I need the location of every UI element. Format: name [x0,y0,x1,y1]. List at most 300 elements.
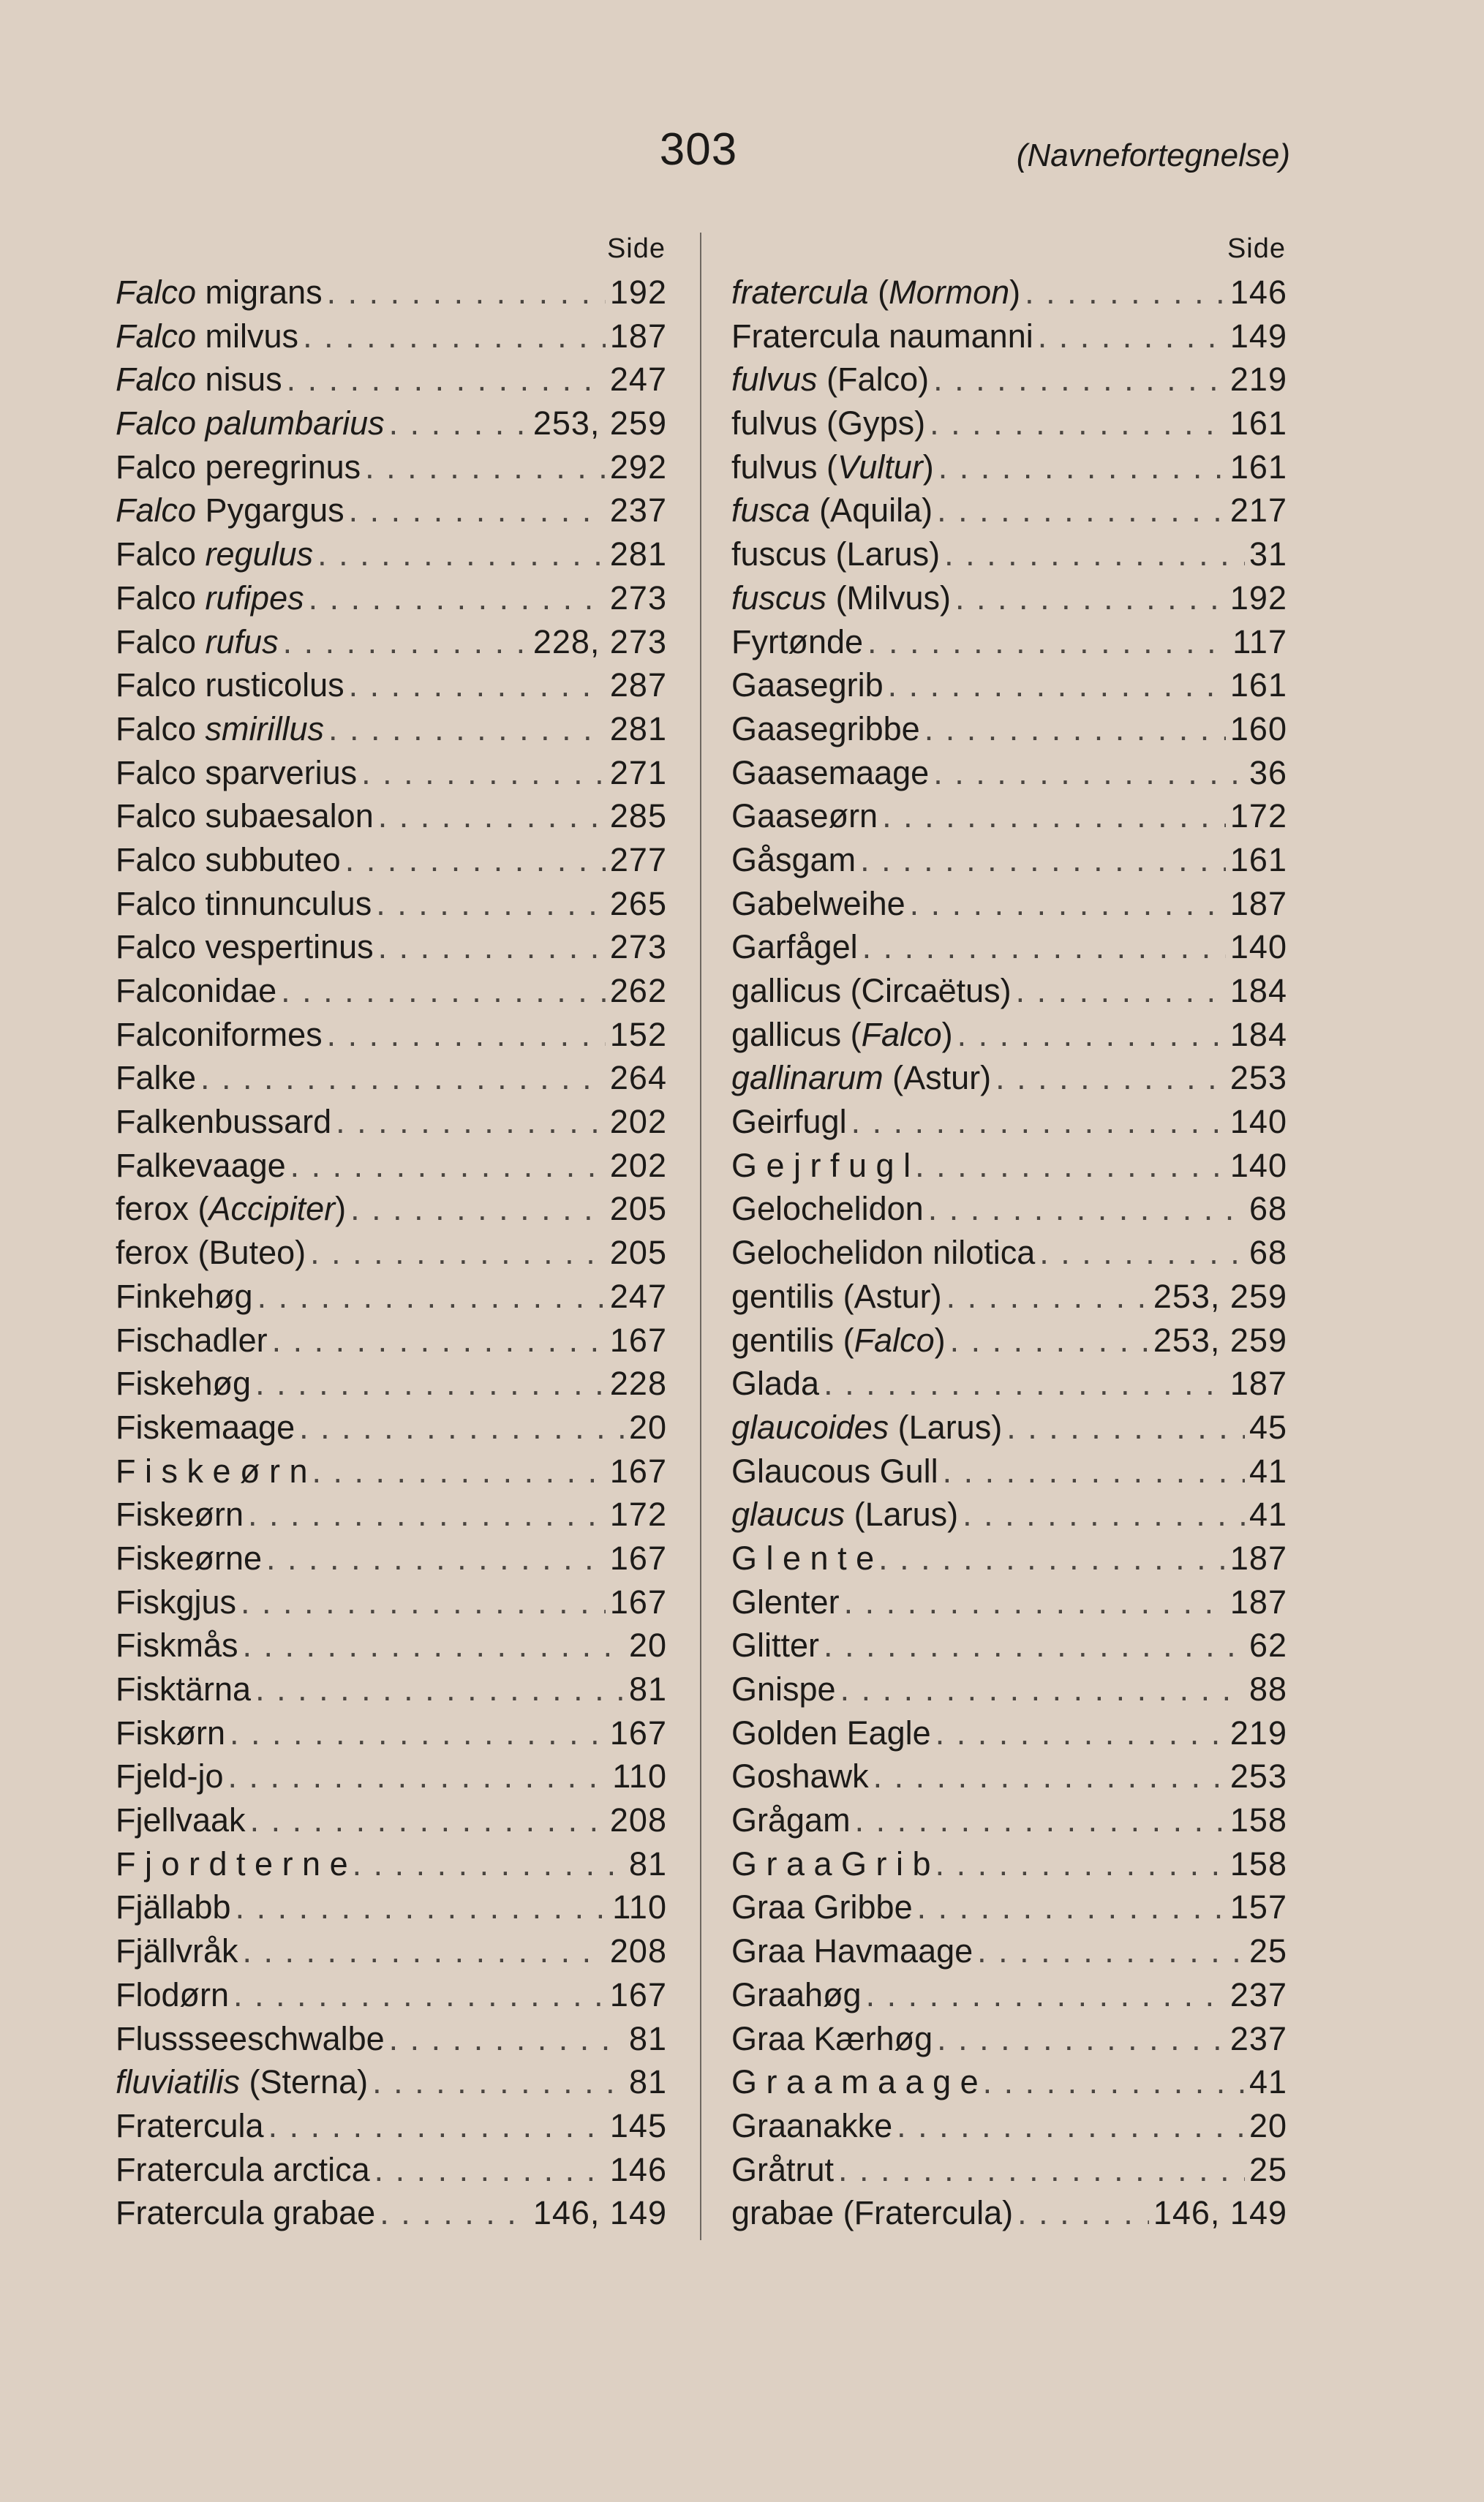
entry-page-ref: 146, 149 [1153,2194,1287,2232]
entry-page-ref: 20 [628,1627,667,1665]
index-entry [116,794,667,838]
column-heading: Side [606,233,666,264]
entry-page-ref: 265 [609,884,667,922]
dot-leader [943,1450,1245,1493]
index-entry [731,1013,1287,1057]
entry-name: Falco Pygargus [116,491,344,530]
index-entry [731,620,1287,664]
entry-page-ref: 157 [1229,1888,1287,1926]
entry-name: fuscus (Larus) [731,535,941,573]
index-entry [116,838,667,882]
dot-leader [930,402,1226,445]
dot-leader [882,794,1226,838]
entry-page-ref: 167 [609,1321,667,1359]
dot-leader [851,1100,1226,1144]
entry-name: Fjellvaak [116,1801,246,1839]
dot-leader [824,1362,1226,1406]
entry-name: Graa Kærhøg [731,2019,933,2057]
index-entry [731,663,1287,707]
entry-page-ref: 140 [1229,928,1287,966]
index-entry [116,1144,667,1188]
dot-leader [937,2017,1226,2061]
dot-leader [924,707,1226,751]
entry-page-ref: 145 [609,2106,667,2144]
index-entry [116,1013,667,1057]
index-entry [116,925,667,969]
entry-page-ref: 161 [1229,840,1287,878]
entry-name: Gaasemaage [731,753,930,791]
entry-page-ref: 149 [1229,317,1287,355]
entry-page-ref: 184 [1229,1015,1287,1053]
entry-page-ref: 208 [609,1801,667,1839]
entry-page-ref: 81 [628,2063,667,2101]
entry-page-ref: 187 [1229,884,1287,922]
entry-name: grabae (Fratercula) [731,2194,1014,2232]
dot-leader [228,1755,609,1798]
dot-leader [365,445,606,489]
entry-name: Glaucous Gull [731,1452,938,1490]
dot-leader [345,838,606,882]
entry-name: Falco palumbarius [116,404,385,442]
entry-page-ref: 172 [1229,797,1287,835]
entry-name: Fiskeørne [116,1539,263,1577]
index-entry [731,1798,1287,1842]
dot-leader [299,1406,625,1450]
entry-page-ref: 161 [1229,448,1287,486]
entry-page-ref: 237 [609,491,667,530]
dot-leader [349,489,606,532]
entry-page-ref: 219 [1229,1714,1287,1752]
entry-page-ref: 110 [612,1757,667,1796]
column-divider [700,233,701,2240]
index-entry [731,1362,1287,1406]
entry-name: Falco rufipes [116,579,304,617]
dot-leader [328,707,606,751]
index-entry [116,1187,667,1231]
entry-name: Falkevaage [116,1146,286,1184]
entry-name: ferox (Accipiter) [116,1190,347,1228]
entry-name: Falco nisus [116,361,282,399]
entry-name: Fyrtønde [731,622,864,660]
entry-page-ref: 20 [1248,2106,1287,2144]
dot-leader [840,1668,1245,1711]
index-entry [731,1275,1287,1319]
entry-name: fusca (Aquila) [731,491,933,530]
index-entry [116,445,667,489]
entry-name: Fiskmås [116,1627,238,1665]
index-entry [731,1144,1287,1188]
index-entry [116,314,667,358]
entry-page-ref: 25 [1248,2150,1287,2188]
index-entry [116,1842,667,1886]
entry-name: Falco tinnunculus [116,884,372,922]
dot-leader [983,2060,1245,2104]
entry-page-ref: 152 [609,1015,667,1053]
dot-leader [977,1929,1245,1973]
entry-page-ref: 205 [609,1234,667,1272]
page-header [0,117,1484,183]
index-list [731,271,1287,2235]
entry-page-ref: 140 [1229,1146,1287,1184]
entry-page-ref: 187 [1229,1539,1287,1577]
index-entry [731,489,1287,532]
entry-page-ref: 253, 259 [1153,1321,1287,1359]
entry-name: glaucoides (Larus) [731,1408,1003,1446]
entry-name: Fiskehøg [116,1365,252,1403]
index-entry [116,969,667,1013]
entry-name: Falke [116,1059,197,1097]
entry-name: Falco sparverius [116,753,358,791]
entry-name: gallinarum (Astur) [731,1059,992,1097]
entry-name: Glitter [731,1627,820,1665]
entry-name: Falco subbuteo [116,840,341,878]
dot-leader [933,751,1245,795]
dot-leader [944,532,1245,576]
entry-page-ref: 237 [1229,2019,1287,2057]
entry-page-ref: 187 [609,317,667,355]
dot-leader [917,1885,1226,1929]
dot-leader [862,925,1226,969]
entry-page-ref: 192 [1229,579,1287,617]
entry-page-ref: 146 [609,2150,667,2188]
dot-leader [995,1056,1226,1100]
index-entry [116,576,667,620]
entry-name: Geirfugl [731,1103,847,1141]
entry-page-ref: 41 [1248,1452,1287,1490]
entry-page-ref: 110 [612,1888,667,1926]
entry-name: Falco vespertinus [116,928,374,966]
index-entry [731,1711,1287,1755]
dot-leader [336,1100,606,1144]
dot-leader [935,1711,1226,1755]
dot-leader [312,1450,606,1493]
index-entry [731,1580,1287,1624]
dot-leader [937,489,1226,532]
index-entry [116,1319,667,1363]
dot-leader [243,1624,625,1668]
index-entry [731,1885,1287,1929]
entry-name: fulvus (Gyps) [731,404,926,442]
index-entry [731,882,1287,926]
entry-page-ref: 219 [1229,361,1287,399]
entry-page-ref: 25 [1248,1932,1287,1970]
entry-page-ref: 253 [1229,1059,1287,1097]
dot-leader [938,445,1226,489]
entry-name: Graa Havmaage [731,1932,973,1970]
index-entry [116,620,667,664]
dot-leader [255,1668,625,1711]
entry-name: Fjällabb [116,1888,231,1926]
dot-leader [1038,314,1226,358]
dot-leader [376,882,606,926]
entry-page-ref: 62 [1248,1627,1287,1665]
entry-name: Gåsgam [731,840,856,878]
entry-name: Gaaseørn [731,797,878,835]
dot-leader [866,1973,1226,2017]
dot-leader [283,620,529,664]
dot-leader [873,1755,1226,1798]
entry-name: F i s k e ø r n [116,1452,308,1490]
dot-leader [243,1929,606,1973]
entry-page-ref: 167 [609,1539,667,1577]
dot-leader [380,2191,529,2235]
entry-name: Glada [731,1365,820,1403]
index-entry [116,2148,667,2192]
entry-name: Falco subaesalon [116,797,374,835]
index-entry [731,445,1287,489]
dot-leader [327,271,606,314]
index-entry [731,2060,1287,2104]
index-entry [116,271,667,314]
dot-leader [955,576,1226,620]
index-entry [731,925,1287,969]
index-entry [116,882,667,926]
dot-leader [200,1056,606,1100]
entry-name: Fratercula [116,2106,264,2144]
index-entry [116,1668,667,1711]
dot-leader [268,2104,606,2148]
dot-leader [1039,1231,1245,1275]
dot-leader [838,2148,1245,2192]
index-entry [731,1450,1287,1493]
index-column-right [731,227,1287,2235]
index-entry [116,751,667,795]
entry-page-ref: 20 [628,1408,667,1446]
index-entry [116,402,667,445]
dot-leader [281,969,606,1013]
entry-page-ref: 202 [609,1146,667,1184]
index-entry [116,1798,667,1842]
index-entry [731,1842,1287,1886]
entry-page-ref: 81 [628,1670,667,1708]
entry-name: fulvus (Falco) [731,361,930,399]
index-entry [116,1275,667,1319]
entry-name: Goshawk [731,1757,869,1796]
dot-leader [915,1144,1226,1188]
entry-name: Gaasegribbe [731,709,920,747]
dot-leader [963,1493,1245,1537]
index-entry [731,1929,1287,1973]
entry-name: Falco peregrinus [116,448,361,486]
entry-page-ref: 208 [609,1932,667,1970]
entry-page-ref: 277 [609,840,667,878]
dot-leader [897,2104,1245,2148]
index-entry [731,1187,1287,1231]
entry-page-ref: 36 [1248,753,1287,791]
entry-name: Falconidae [116,972,277,1009]
dot-leader [248,1493,606,1537]
dot-leader [867,620,1228,664]
index-entry [116,1624,667,1668]
entry-page-ref: 262 [609,972,667,1009]
dot-leader [372,2060,625,2104]
entry-name: Fiskeørn [116,1496,244,1534]
dot-leader [389,402,529,445]
entry-name: fuscus (Milvus) [731,579,952,617]
dot-leader [309,576,606,620]
entry-name: Flussseeschwalbe [116,2019,385,2057]
entry-page-ref: 281 [609,709,667,747]
dot-leader [888,663,1226,707]
dot-leader [350,1187,606,1231]
index-entry [116,2017,667,2061]
entry-name: F j o r d t e r n e [116,1845,348,1883]
entry-page-ref: 41 [1248,1496,1287,1534]
index-entry [116,1056,667,1100]
entry-page-ref: 281 [609,535,667,573]
entry-page-ref: 273 [609,579,667,617]
index-list [116,271,667,2235]
entry-page-ref: 271 [609,753,667,791]
entry-page-ref: 88 [1248,1670,1287,1708]
dot-leader [250,1798,606,1842]
index-entry [731,751,1287,795]
index-entry [731,1973,1287,2017]
dot-leader [378,794,606,838]
entry-name: Fischadler [116,1321,268,1359]
index-entry [731,2191,1287,2235]
index-entry [731,1319,1287,1363]
index-entry [116,707,667,751]
entry-page-ref: 158 [1229,1801,1287,1839]
index-entry [731,1231,1287,1275]
entry-name: gallicus (Falco) [731,1015,953,1053]
entry-page-ref: 68 [1248,1234,1287,1272]
entry-page-ref: 45 [1248,1408,1287,1446]
dot-leader [349,663,606,707]
entry-name: Graa Gribbe [731,1888,913,1926]
entry-name: fluviatilis (Sterna) [116,2063,369,2101]
entry-name: Gabelweihe [731,884,905,922]
index-entry [731,2148,1287,2192]
index-entry [731,402,1287,445]
entry-name: G r a a G r i b [731,1845,931,1883]
index-entry [116,1580,667,1624]
dot-leader [233,1973,606,2017]
entry-page-ref: 247 [609,361,667,399]
entry-page-ref: 253 [1229,1757,1287,1796]
index-entry [731,1755,1287,1798]
dot-leader [1025,271,1226,314]
index-entry [731,1056,1287,1100]
index-entry [116,1450,667,1493]
dot-leader [266,1537,606,1580]
dot-leader [878,1537,1226,1580]
entry-page-ref: 228 [609,1365,667,1403]
dot-leader [378,925,606,969]
entry-page-ref: 140 [1229,1103,1287,1141]
entry-name: Fiskgjus [116,1583,237,1621]
index-entry [731,1537,1287,1580]
index-entry [731,1406,1287,1450]
entry-name: Falkenbussard [116,1103,332,1141]
dot-leader [317,532,606,576]
index-entry [731,532,1287,576]
dot-leader [230,1711,606,1755]
dot-leader [860,838,1226,882]
entry-name: gentilis (Astur) [731,1277,942,1315]
dot-leader [374,2148,606,2192]
entry-name: Falco milvus [116,317,299,355]
entry-name: Falconiformes [116,1015,323,1053]
index-entry [731,2104,1287,2148]
entry-page-ref: 273 [609,928,667,966]
dot-leader [1017,2191,1149,2235]
dot-leader [933,358,1226,402]
entry-name: Fratercula naumanni [731,317,1033,355]
entry-name: fulvus (Vultur) [731,448,934,486]
entry-page-ref: 253, 259 [532,404,667,442]
entry-page-ref: 172 [609,1496,667,1534]
entry-page-ref: 158 [1229,1845,1287,1883]
entry-page-ref: 205 [609,1190,667,1228]
dot-leader [257,1275,606,1319]
dot-leader [241,1580,606,1624]
index-entry [731,1100,1287,1144]
index-entry [116,2060,667,2104]
entry-name: Falco rusticolus [116,666,344,704]
entry-page-ref: 81 [628,2019,667,2057]
index-entry [731,358,1287,402]
entry-page-ref: 253, 259 [1153,1277,1287,1315]
index-entry [116,1231,667,1275]
entry-page-ref: 146 [1229,274,1287,311]
dot-leader [327,1013,606,1057]
dot-leader [361,751,606,795]
entry-name: G e j r f u g l [731,1146,911,1184]
index-entry [731,838,1287,882]
entry-name: glaucus (Larus) [731,1496,959,1534]
index-entry [731,576,1287,620]
entry-page-ref: 117 [1232,622,1287,660]
index-entry [116,489,667,532]
index-entry [116,1711,667,1755]
index-entry [116,663,667,707]
index-entry [116,1755,667,1798]
entry-name: Falco rufus [116,622,279,660]
dot-leader [272,1319,606,1363]
index-entry [731,1624,1287,1668]
dot-leader [255,1362,606,1406]
entry-name: Graahøg [731,1975,862,2013]
entry-name: Graanakke [731,2106,893,2144]
dot-leader [353,1842,625,1886]
column-heading: Side [1227,233,1286,264]
index-entry [731,2017,1287,2061]
entry-page-ref: 187 [1229,1365,1287,1403]
dot-leader [1016,969,1226,1013]
dot-leader [290,1144,606,1188]
entry-name: Gnispe [731,1670,836,1708]
entry-name: Falco smirillus [116,709,325,747]
entry-name: Fratercula arctica [116,2150,370,2188]
entry-page-ref: 217 [1229,491,1287,530]
entry-page-ref: 161 [1229,404,1287,442]
dot-leader [824,1624,1245,1668]
entry-page-ref: 228, 273 [532,622,667,660]
entry-name: Flodørn [116,1975,230,2013]
index-entry [731,969,1287,1013]
entry-name: Gaasegrib [731,666,884,704]
entry-page-ref: 287 [609,666,667,704]
entry-page-ref: 285 [609,797,667,835]
index-entry [116,1537,667,1580]
page-number: 303 [659,124,738,175]
entry-page-ref: 247 [609,1277,667,1315]
entry-page-ref: 81 [628,1845,667,1883]
index-entry [731,314,1287,358]
index-entry [116,2191,667,2235]
